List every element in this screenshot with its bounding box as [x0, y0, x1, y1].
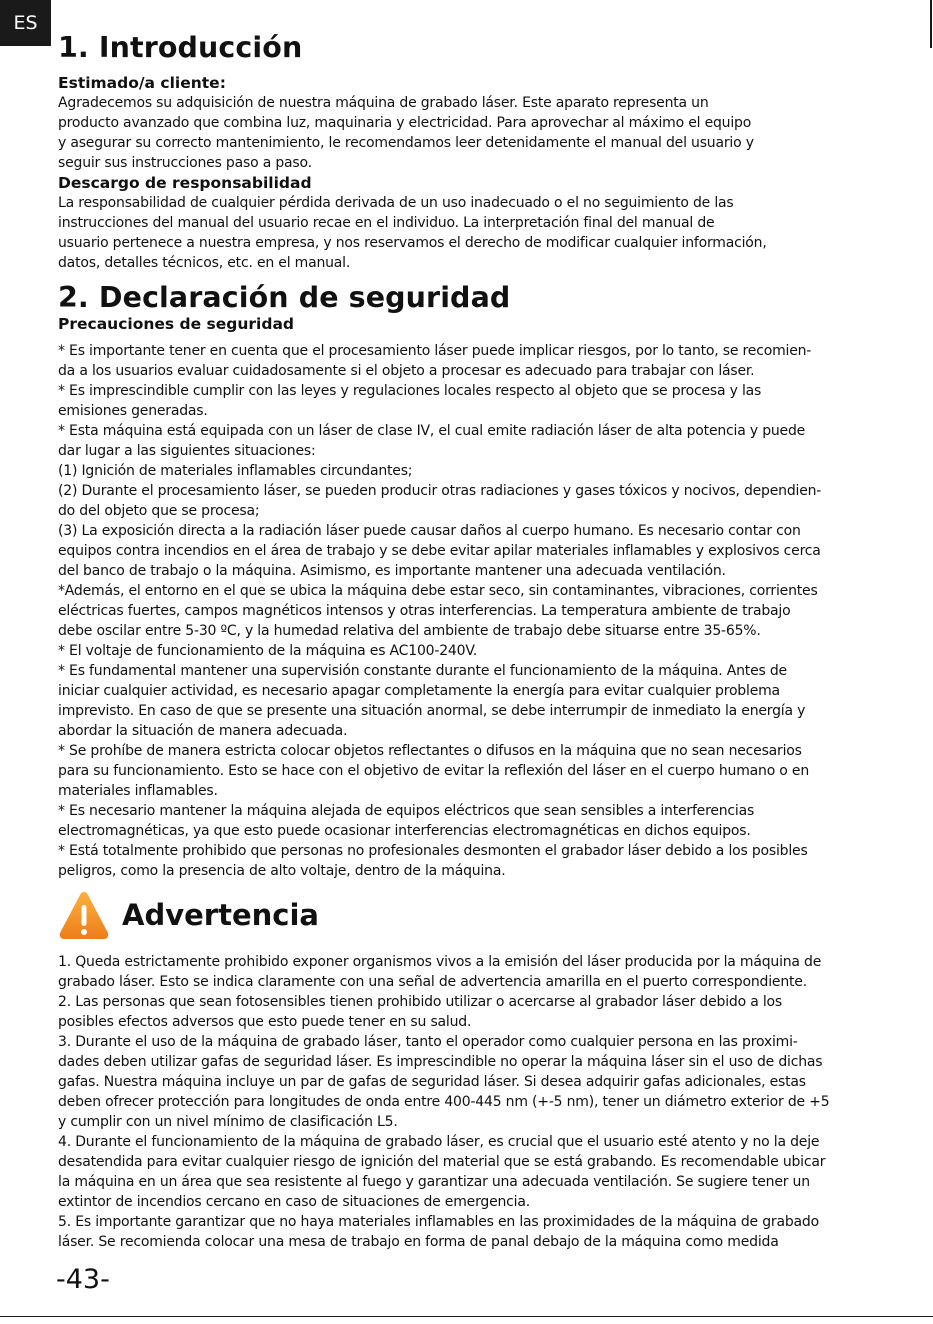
text-line: (2) Durante el procesamiento láser, se pueden producir otras radiaciones y gases tóxicos y nocivos, dependien-: [58, 483, 822, 499]
text-line: datos, detalles técnicos, etc. en el manual.: [58, 255, 351, 271]
text-line: imprevisto. En caso de que se presente una situación anormal, se debe interrumpir de inmediato la energía y: [58, 703, 806, 719]
page-content: [58, 30, 893, 1252]
language-tab: ES: [0, 0, 51, 46]
text-line: grabado láser. Esto se indica claramente con una señal de advertencia amarilla en el puerto correspondiente.: [58, 974, 807, 990]
text-line: usuario pertenece a nuestra empresa, y nos reservamos el derecho de modificar cualquier información,: [58, 235, 767, 251]
text-line: 1. Queda estrictamente prohibido exponer organismos vivos a la emisión del láser producida por la máquina de: [58, 954, 822, 970]
text-line: debe oscilar entre 5-30 ºC, y la humedad relativa del ambiente de trabajo debe situarse entre 35-65%.: [58, 623, 761, 639]
text-line: iniciar cualquier actividad, es necesario apagar completamente la energía para evitar cualquier problema: [58, 683, 780, 699]
text-line: electromagnéticas, ya que esto puede ocasionar interferencias electromagnéticas en dichos equipos.: [58, 823, 751, 839]
text-line: * Es necesario mantener la máquina alejada de equipos eléctricos que sean sensibles a interferencias: [58, 803, 755, 819]
text-line: 2. Las personas que sean fotosensibles tienen prohibido utilizar o acercarse al grabador láser debido a los: [58, 994, 782, 1010]
text-line: materiales inflamables.: [58, 783, 218, 799]
text-line: * Es fundamental mantener una supervisión constante durante el funcionamiento de la máquina. Antes de: [58, 663, 787, 679]
disclaimer-paragraph: [58, 193, 893, 273]
text-line: La responsabilidad de cualquier pérdida derivada de un uso inadecuado o el no seguimiento de las: [58, 195, 734, 211]
text-line: dar lugar a las siguientes situaciones:: [58, 443, 316, 459]
text-line: posibles efectos adversos que esto puede tener en su salud.: [58, 1014, 472, 1030]
text-line: equipos contra incendios en el área de trabajo y se debe evitar apilar materiales inflamables y explosivos cerca: [58, 543, 821, 559]
text-line: Agradecemos su adquisición de nuestra máquina de grabado láser. Este aparato representa un: [58, 95, 709, 111]
text-line: * El voltaje de funcionamiento de la máquina es AC100-240V.: [58, 643, 478, 659]
section-1-title: 1. Introducción: [58, 31, 303, 64]
text-line: deben ofrecer protección para longitudes de onda entre 400-445 nm (+-5 nm), tener un diámetro exterior de +5: [58, 1094, 830, 1110]
text-line: do del objeto que se procesa;: [58, 503, 260, 519]
text-line: para su funcionamiento. Esto se hace con el objetivo de evitar la reflexión del láser en el cuerpo humano o en: [58, 763, 810, 779]
text-line: abordar la situación de manera adecuada.: [58, 723, 348, 739]
text-line: láser. Se recomienda colocar una mesa de trabajo en forma de panal debajo de la máquina como medida: [58, 1234, 779, 1250]
text-line: instrucciones del manual del usuario recae en el individuo. La interpretación final del manual de: [58, 215, 715, 231]
text-line: y cumplir con un nivel mínimo de clasificación L5.: [58, 1114, 398, 1130]
text-line: y asegurar su correcto mantenimiento, le recomendamos leer detenidamente el manual del usuario y: [58, 135, 754, 151]
intro-paragraph: [58, 93, 893, 173]
text-line: eléctricas fuertes, campos magnéticos intensos y otras interferencias. La temperatura ambiente de trabajo: [58, 603, 791, 619]
warning-triangle-icon: [58, 889, 110, 941]
text-line: (3) La exposición directa a la radiación láser puede causar daños al cuerpo humano. Es necesario contar con: [58, 523, 801, 539]
safety-precautions-heading: Precauciones de seguridad: [58, 315, 294, 333]
text-line: seguir sus instrucciones paso a paso.: [58, 155, 312, 171]
text-line: emisiones generadas.: [58, 403, 208, 419]
text-line: 4. Durante el funcionamiento de la máquina de grabado láser, es crucial que el usuario esté atento y no la deje: [58, 1134, 820, 1150]
warning-title: Advertencia: [122, 898, 319, 932]
text-line: gafas. Nuestra máquina incluye un par de gafas de seguridad láser. Si desea adquirir gafas adicionales, estas: [58, 1074, 806, 1090]
greeting-heading: Estimado/a cliente:: [58, 74, 226, 92]
text-line: * Esta máquina está equipada con un láser de clase IV, el cual emite radiación láser de alta potencia y puede: [58, 423, 806, 439]
text-line: peligros, como la presencia de alto voltaje, dentro de la máquina.: [58, 863, 506, 879]
text-line: dades deben utilizar gafas de seguridad láser. Es imprescindible no operar la máquina láser sin el uso de dichas: [58, 1054, 823, 1070]
bottom-edge-rule: [0, 1316, 933, 1317]
text-line: da a los usuarios evaluar cuidadosamente si el objeto a procesar es adecuado para trabajar con láser.: [58, 363, 755, 379]
disclaimer-heading: Descargo de responsabilidad: [58, 174, 312, 192]
text-line: extintor de incendios cercano en caso de situaciones de emergencia.: [58, 1194, 530, 1210]
text-line: desatendida para evitar cualquier riesgo de ignición del material que se está grabando. Es recomendable ubicar: [58, 1154, 826, 1170]
text-line: * Es imprescindible cumplir con las leyes y regulaciones locales respecto al objeto que se procesa y las: [58, 383, 762, 399]
section-2-title: 2. Declaración de seguridad: [58, 281, 511, 314]
page-number: -43-: [56, 1264, 110, 1295]
text-line: producto avanzado que combina luz, maquinaria y electricidad. Para aprovechar al máximo el equipo: [58, 115, 752, 131]
warning-list: [58, 952, 903, 1252]
text-line: (1) Ignición de materiales inflamables circundantes;: [58, 463, 413, 479]
top-edge-rule: [930, 0, 932, 48]
text-line: del banco de trabajo o la máquina. Asimismo, es importante mantener una adecuada ventilación.: [58, 563, 726, 579]
safety-precautions-list: [58, 341, 893, 881]
warning-header: [58, 888, 893, 942]
text-line: la máquina en un área que sea resistente al fuego y garantizar una adecuada ventilación. Se sugiere tener un: [58, 1174, 810, 1190]
text-line: *Además, el entorno en el que se ubica la máquina debe estar seco, sin contaminantes, vibraciones, corrientes: [58, 583, 818, 599]
text-line: * Está totalmente prohibido que personas no profesionales desmonten el grabador láser debido a los posibles: [58, 843, 808, 859]
text-line: 3. Durante el uso de la máquina de grabado láser, tanto el operador como cualquier persona en las proximi-: [58, 1034, 798, 1050]
text-line: * Es importante tener en cuenta que el procesamiento láser puede implicar riesgos, por lo tanto, se recomien-: [58, 343, 812, 359]
text-line: 5. Es importante garantizar que no haya materiales inflamables en las proximidades de la máquina de grabado: [58, 1214, 819, 1230]
text-line: * Se prohíbe de manera estricta colocar objetos reflectantes o difusos en la máquina que no sean necesarios: [58, 743, 802, 759]
